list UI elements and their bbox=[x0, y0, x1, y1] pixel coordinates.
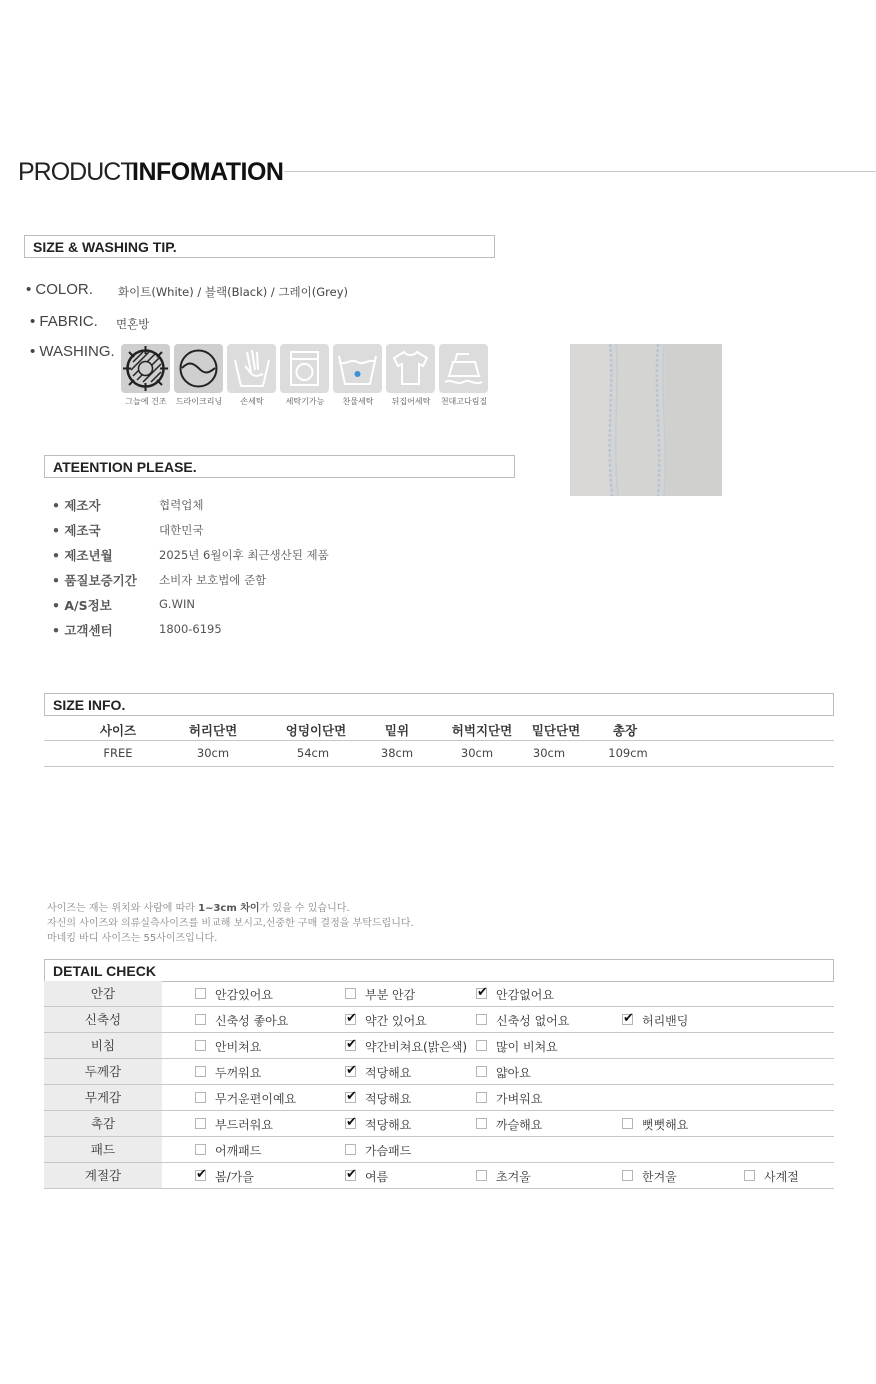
checkbox-unchecked[interactable] bbox=[622, 1118, 633, 1129]
checkbox-checked[interactable] bbox=[345, 1014, 356, 1025]
detail-check-heading: DETAIL CHECK bbox=[53, 963, 156, 979]
checkbox-unchecked[interactable] bbox=[195, 1092, 206, 1103]
attention-label-warranty: • 품질보증기간 bbox=[52, 573, 137, 588]
detail-check-option-label: 부분 안감 bbox=[365, 988, 416, 1002]
checkbox-unchecked[interactable] bbox=[345, 1144, 356, 1155]
fabric-value: 면혼방 bbox=[116, 317, 150, 331]
checkbox-checked[interactable] bbox=[345, 1092, 356, 1103]
checkbox-unchecked[interactable] bbox=[195, 1144, 206, 1155]
detail-check-option-label: 적당해요 bbox=[365, 1066, 412, 1080]
detail-check-row-label: 패드 bbox=[44, 1137, 162, 1162]
attention-heading-box bbox=[44, 455, 515, 478]
detail-check-option-label: 신축성 없어요 bbox=[496, 1014, 570, 1028]
dry-clean-caption: 드라이크리닝 bbox=[175, 397, 223, 406]
detail-check-row bbox=[44, 1111, 834, 1137]
detail-check-option-label: 봄/가을 bbox=[215, 1170, 254, 1184]
detail-check-table bbox=[44, 981, 834, 1189]
machine-wash-caption: 세탁기가능 bbox=[285, 397, 325, 406]
checkbox-unchecked[interactable] bbox=[622, 1170, 633, 1181]
detail-check-row bbox=[44, 1059, 834, 1085]
attention-value-as: G.WIN bbox=[159, 597, 195, 611]
detail-check-row-label: 무게감 bbox=[44, 1085, 162, 1110]
checkbox-unchecked[interactable] bbox=[476, 1014, 487, 1025]
detail-check-option-label: 가벼워요 bbox=[496, 1092, 543, 1106]
detail-check-option-label: 부드러워요 bbox=[215, 1118, 273, 1132]
attention-label-date: • 제조년월 bbox=[52, 548, 113, 563]
attention-value-country: 대한민국 bbox=[159, 523, 204, 537]
attention-value-warranty: 소비자 보호법에 준함 bbox=[159, 573, 267, 587]
detail-check-option-label: 신축성 좋아요 bbox=[215, 1014, 289, 1028]
detail-check-option-label: 안비쳐요 bbox=[215, 1040, 262, 1054]
washing-label: • WASHING. bbox=[30, 343, 115, 360]
size-table-divider bbox=[44, 740, 834, 741]
attention-value-cs: 1800-6195 bbox=[159, 622, 222, 636]
detail-check-option-label: 약간 있어요 bbox=[365, 1014, 427, 1028]
attention-label-as: • A/S정보 bbox=[52, 598, 112, 613]
checkbox-checked[interactable] bbox=[345, 1040, 356, 1051]
size-info-heading-box bbox=[44, 693, 834, 716]
size-note-line2: 자신의 사이즈와 의류실측사이즈를 비교해 보시고,신중한 구매 결정을 부탁드립니다. bbox=[47, 918, 414, 929]
header-divider bbox=[284, 171, 876, 172]
checkbox-unchecked[interactable] bbox=[195, 1014, 206, 1025]
checkbox-unchecked[interactable] bbox=[195, 1118, 206, 1129]
detail-check-option-label: 얇아요 bbox=[496, 1066, 531, 1080]
fabric-detail-photo bbox=[570, 344, 722, 496]
detail-check-row-label: 비침 bbox=[44, 1033, 162, 1058]
size-val-waist: 30cm bbox=[196, 746, 230, 760]
cold-wash-icon bbox=[333, 344, 382, 393]
detail-check-option-label: 한겨울 bbox=[642, 1170, 677, 1184]
checkbox-unchecked[interactable] bbox=[195, 988, 206, 999]
checkbox-checked[interactable] bbox=[476, 988, 487, 999]
shade-dry-caption: 그늘에 건조 bbox=[125, 397, 167, 406]
size-table-bottom bbox=[44, 766, 834, 767]
header-title-light: PRODUCT bbox=[18, 158, 135, 186]
size-col-thigh: 허벅지단면 bbox=[451, 723, 513, 738]
attention-label-country: • 제조국 bbox=[52, 523, 101, 538]
checkbox-unchecked[interactable] bbox=[195, 1066, 206, 1077]
detail-check-row-label: 신축성 bbox=[44, 1007, 162, 1032]
size-val-rise: 38cm bbox=[380, 746, 414, 760]
hand-wash-caption: 손세탁 bbox=[240, 397, 264, 406]
detail-check-option-label: 사계절 bbox=[764, 1170, 799, 1184]
detail-check-option-label: 뻣뻣해요 bbox=[642, 1118, 689, 1132]
checkbox-checked[interactable] bbox=[345, 1170, 356, 1181]
fabric-label: • FABRIC. bbox=[30, 313, 98, 330]
size-val-thigh: 30cm bbox=[460, 746, 494, 760]
cold-wash-caption: 찬물세탁 bbox=[342, 397, 374, 406]
detail-check-option-label: 안감있어요 bbox=[215, 988, 273, 1002]
checkbox-unchecked[interactable] bbox=[744, 1170, 755, 1181]
size-col-rise: 밑위 bbox=[384, 723, 410, 738]
detail-check-option-label: 허리밴딩 bbox=[642, 1014, 689, 1028]
size-val-size: FREE bbox=[103, 746, 133, 760]
size-washing-heading-box bbox=[24, 235, 495, 258]
size-val-hem: 30cm bbox=[532, 746, 566, 760]
detail-check-option-label: 두꺼워요 bbox=[215, 1066, 262, 1080]
checkbox-checked[interactable] bbox=[345, 1118, 356, 1129]
detail-check-option-label: 초겨울 bbox=[496, 1170, 531, 1184]
shade-dry-icon bbox=[121, 344, 170, 393]
inside-out-caption: 뒤집어세탁 bbox=[391, 397, 431, 406]
detail-check-row bbox=[44, 1033, 834, 1059]
size-col-size: 사이즈 bbox=[99, 723, 137, 738]
detail-check-option-label: 여름 bbox=[365, 1170, 389, 1184]
checkbox-unchecked[interactable] bbox=[476, 1118, 487, 1129]
checkbox-checked[interactable] bbox=[195, 1170, 206, 1181]
checkbox-unchecked[interactable] bbox=[195, 1040, 206, 1051]
size-info-heading: SIZE INFO. bbox=[53, 697, 126, 713]
detail-check-row-label: 안감 bbox=[44, 981, 162, 1006]
size-note-line3: 마네킹 바디 사이즈는 55사이즈입니다. bbox=[47, 933, 218, 944]
detail-check-option-label: 가슴패드 bbox=[365, 1144, 412, 1158]
detail-check-heading-box bbox=[44, 959, 834, 982]
attention-value-date: 2025년 6월이후 최근생산된 제품 bbox=[159, 548, 329, 562]
iron-cloth-caption: 천대고다림질 bbox=[440, 397, 488, 406]
detail-check-option-label: 어깨패드 bbox=[215, 1144, 262, 1158]
attention-heading: ATEENTION PLEASE. bbox=[53, 459, 197, 475]
checkbox-unchecked[interactable] bbox=[476, 1170, 487, 1181]
hand-wash-icon bbox=[227, 344, 276, 393]
checkbox-unchecked[interactable] bbox=[345, 988, 356, 999]
detail-check-row bbox=[44, 981, 834, 1007]
size-col-length: 총장 bbox=[612, 723, 638, 738]
attention-value-maker: 협력업체 bbox=[159, 498, 204, 512]
checkbox-unchecked[interactable] bbox=[476, 1066, 487, 1077]
size-note-line1: 사이즈는 재는 위치와 사람에 따라 1~3cm 차이가 있을 수 있습니다. bbox=[47, 903, 350, 914]
dry-clean-icon bbox=[174, 344, 223, 393]
detail-check-option-label: 무거운편이예요 bbox=[215, 1092, 297, 1106]
detail-check-row bbox=[44, 1137, 834, 1163]
detail-check-row bbox=[44, 1007, 834, 1033]
product-info-header bbox=[18, 158, 876, 188]
detail-check-option-label: 까슬해요 bbox=[496, 1118, 543, 1132]
color-label: • COLOR. bbox=[26, 281, 93, 298]
detail-check-row-label: 계절감 bbox=[44, 1163, 162, 1188]
size-col-hip: 엉덩이단면 bbox=[285, 723, 347, 738]
detail-check-row-label: 촉감 bbox=[44, 1111, 162, 1136]
size-val-hip: 54cm bbox=[296, 746, 330, 760]
size-washing-heading: SIZE & WASHING TIP. bbox=[33, 239, 177, 255]
checkbox-checked[interactable] bbox=[622, 1014, 633, 1025]
inside-out-icon bbox=[386, 344, 435, 393]
size-val-length: 109cm bbox=[608, 746, 648, 760]
attention-label-maker: • 제조자 bbox=[52, 498, 101, 513]
detail-check-row bbox=[44, 1085, 834, 1111]
size-col-hem: 밑단단면 bbox=[531, 723, 581, 738]
detail-check-option-label: 약간비쳐요(밝은색) bbox=[365, 1040, 468, 1054]
checkbox-unchecked[interactable] bbox=[476, 1040, 487, 1051]
detail-check-option-label: 적당해요 bbox=[365, 1092, 412, 1106]
checkbox-checked[interactable] bbox=[345, 1066, 356, 1077]
detail-check-row-label: 두께감 bbox=[44, 1059, 162, 1084]
attention-label-cs: • 고객센터 bbox=[52, 623, 113, 638]
header-title-bold: INFOMATION bbox=[132, 158, 284, 186]
machine-wash-icon bbox=[280, 344, 329, 393]
color-value: 화이트(White) / 블랙(Black) / 그레이(Grey) bbox=[118, 285, 348, 299]
detail-check-option-label: 많이 비쳐요 bbox=[496, 1040, 558, 1054]
size-col-waist: 허리단면 bbox=[188, 723, 238, 738]
iron-cloth-icon bbox=[439, 344, 488, 393]
detail-check-option-label: 적당해요 bbox=[365, 1118, 412, 1132]
detail-check-option-label: 안감없어요 bbox=[496, 988, 554, 1002]
checkbox-unchecked[interactable] bbox=[476, 1092, 487, 1103]
detail-check-row bbox=[44, 1163, 834, 1189]
